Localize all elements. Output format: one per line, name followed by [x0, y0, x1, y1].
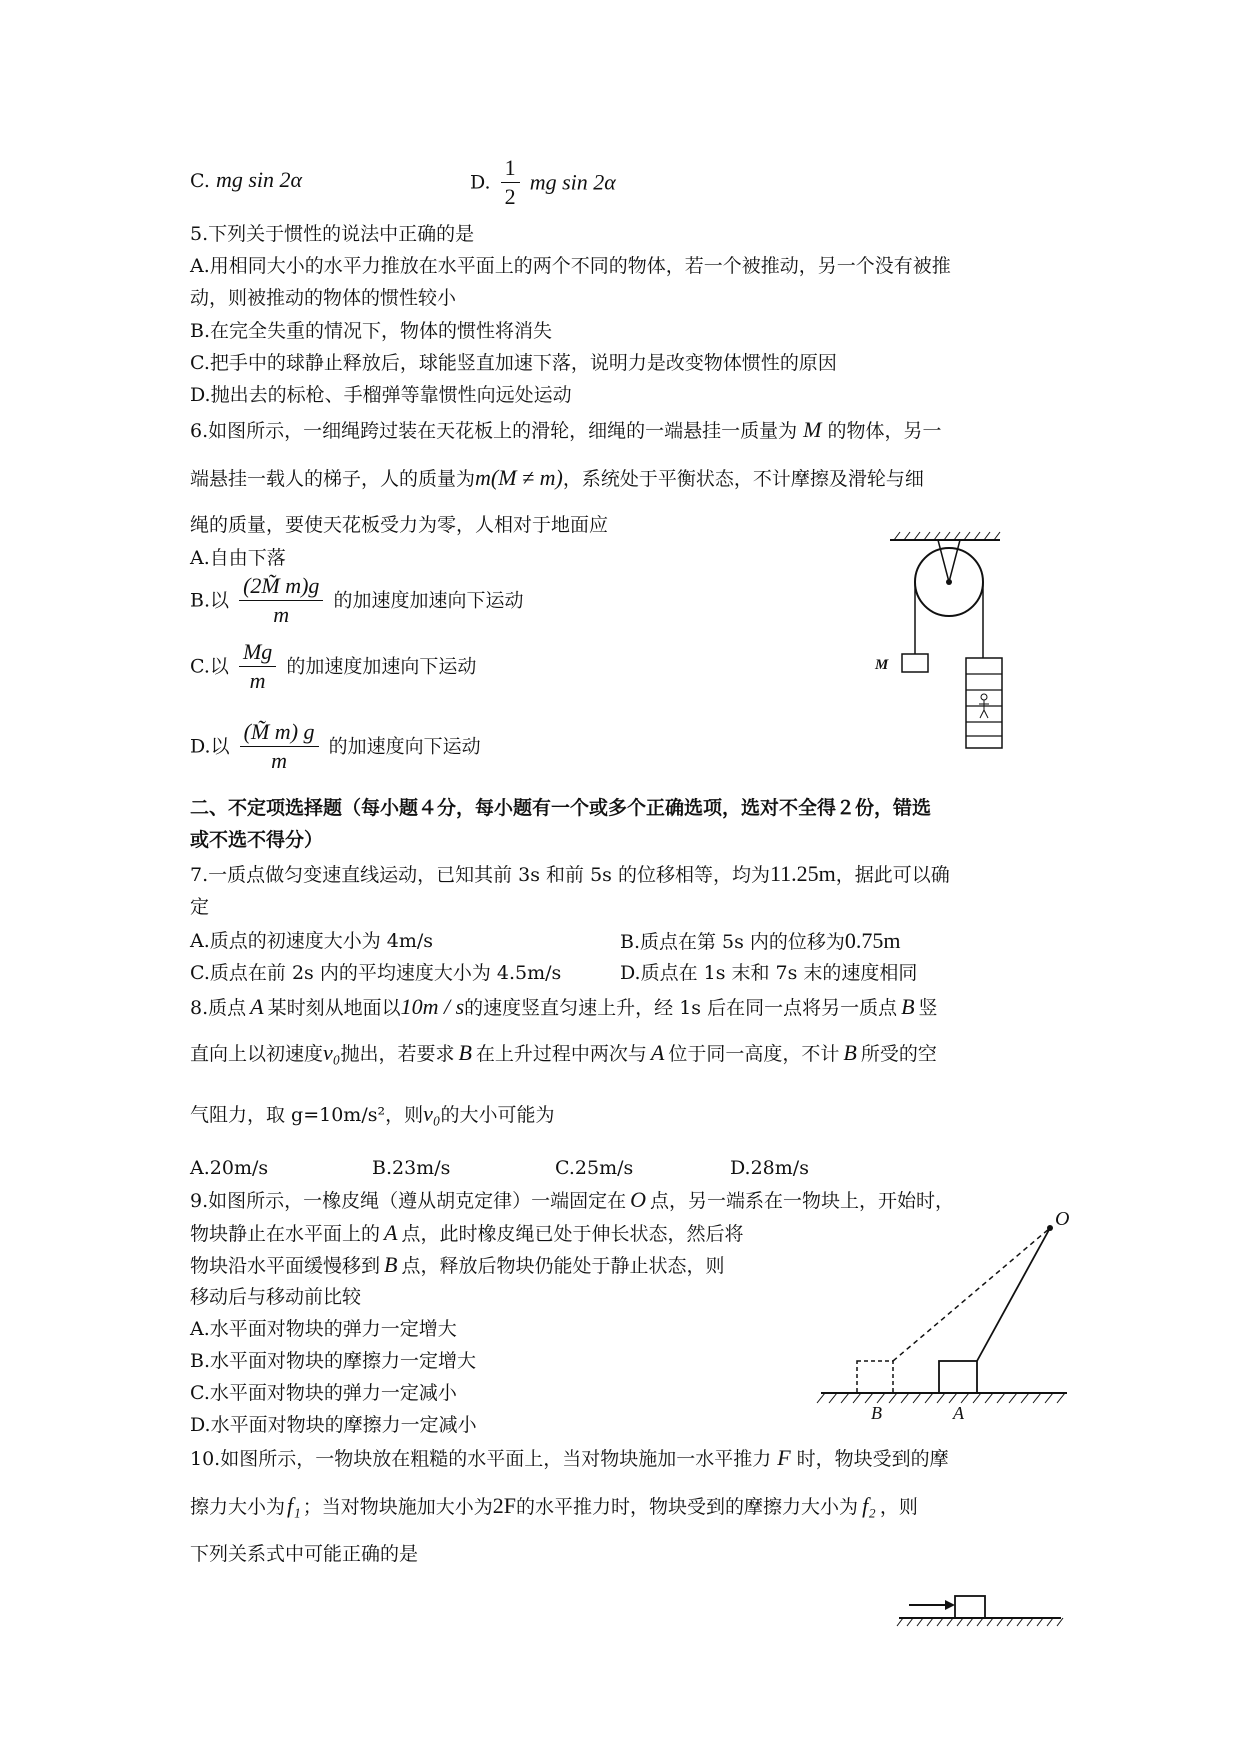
- q10-stem-line1: [190, 1446, 949, 1471]
- q10-l1b: 时，物块受到的摩: [796, 1448, 949, 1470]
- q6-stem2a: 端悬挂一载人的梯子，人的质量为: [190, 468, 476, 490]
- q6-option-b: [190, 572, 524, 629]
- q6-d-pre: D.以: [190, 735, 230, 758]
- q6-b-pre: B.以: [190, 589, 230, 612]
- q10-l2d: ，则: [879, 1496, 918, 1518]
- q9-l2b: 点，此时橡皮绳已处于伸长状态，然后将: [401, 1223, 744, 1245]
- q7-option-b: [620, 929, 901, 954]
- q7-b-pre: B.质点在第 5s 内的位移为: [620, 931, 845, 953]
- q4-d-fraction: [501, 154, 520, 211]
- q9-l3a: 物块沿水平面缓慢移到: [190, 1255, 381, 1277]
- q6-c-pre: C.以: [190, 655, 229, 678]
- q7-stem: [190, 862, 950, 887]
- q10-l2a: 擦力大小为: [190, 1496, 286, 1518]
- q9-l1b: 点，另一端系在一物块上，开始时，: [650, 1190, 955, 1212]
- q10-l1a: 10.如图所示，一物块放在粗糙的水平面上，当对物块施加一水平推力: [190, 1448, 772, 1470]
- q4-d-frac-den: 2: [504, 184, 516, 209]
- section2-heading: 二、不定项选择题（每小题４分，每小题有一个或多个正确选项，选对不全得２份，错选: [190, 797, 932, 819]
- q8-stem-line1: [190, 995, 938, 1020]
- q5-option-d: D.抛出去的标枪、手榴弹等靠惯性向远处运动: [190, 384, 572, 406]
- q6-option-c: [190, 638, 476, 695]
- q6-d-num: (M̃ m) g: [240, 718, 319, 747]
- q6-d-fraction: [240, 718, 319, 775]
- q8-l2-v0: v₀: [323, 1040, 341, 1065]
- q6-stem-line1: [190, 418, 941, 443]
- q6-stem-line3: 绳的质量，要使天花板受力为零，人相对于地面应: [190, 514, 609, 536]
- q9-l3b: 点，释放后物块仍能处于静止状态，则: [401, 1255, 725, 1277]
- q8-l1d: 竖: [918, 997, 938, 1019]
- q7-option-d: D.质点在 1s 末和 7s 末的速度相同: [620, 962, 918, 984]
- q9-l2-A: A: [384, 1220, 398, 1245]
- q8-l3a: 气阻力，取 g=10m/s²，则: [190, 1104, 424, 1126]
- q9-l1-O: O: [630, 1187, 647, 1212]
- q9-option-c: C.水平面对物块的弹力一定减小: [190, 1382, 457, 1404]
- q9-l1a: 9.如图所示，一橡皮绳（遵从胡克定律）一端固定在: [190, 1190, 627, 1212]
- section2-heading-cont: 或不选不得分）: [190, 829, 324, 851]
- q6-stem1a: 6.如图所示，一细绳跨过装在天花板上的滑轮，细绳的一端悬挂一质量为: [190, 420, 798, 442]
- q10-stem-line3: 下列关系式中可能正确的是: [190, 1543, 419, 1565]
- q10-l2-f2: f₂: [862, 1493, 876, 1518]
- q6-option-a: A.自由下落: [190, 547, 286, 569]
- q5-stem: 5.下列关于惯性的说法中正确的是: [190, 223, 475, 245]
- q9-option-b: B.水平面对物块的摩擦力一定增大: [190, 1350, 477, 1372]
- q10-l2-f1: f₁: [287, 1493, 301, 1518]
- q6-c-post: 的加速度加速向下运动: [286, 655, 477, 678]
- q8-option-a: A.20m/s: [190, 1157, 269, 1179]
- q8-stem-line2: [190, 1041, 937, 1066]
- q8-option-d: D.28m/s: [730, 1157, 809, 1179]
- q6-stem1b: 的物体，另一: [827, 420, 942, 442]
- q8-l2e: 所受的空: [860, 1043, 937, 1065]
- q8-l2-B: B: [458, 1040, 472, 1065]
- q8-l2d: 位于同一高度，不计: [668, 1043, 840, 1065]
- q7-stem1a: 7.一质点做匀变速直线运动，已知其前 3s 和前 5s 的位移相等，均为: [190, 864, 770, 886]
- q6-stem2-m: m(M ≠ m): [475, 465, 563, 490]
- q6-stem-line2: [190, 466, 924, 491]
- q9-l3-B: B: [384, 1252, 398, 1277]
- block-push-figure: [895, 1588, 1065, 1632]
- q6-b-den: m: [273, 602, 290, 627]
- q5-option-c: C.把手中的球静止释放后，球能竖直加速下落，说明力是改变物体惯性的原因: [190, 352, 837, 374]
- q4-option-d: [470, 154, 616, 211]
- q5-option-a-cont: 动，则被推动的物体的惯性较小: [190, 287, 457, 309]
- pulley-figure: [870, 530, 1010, 760]
- q8-l3b: 的大小可能为: [440, 1104, 555, 1126]
- q7-option-c: C.质点在前 2s 内的平均速度大小为 4.5m/s: [190, 962, 562, 984]
- q8-l1-A: A: [250, 994, 264, 1019]
- q6-b-fraction: [239, 572, 323, 629]
- point-O-label: O: [1055, 1208, 1070, 1230]
- q9-stem-line2: [190, 1221, 743, 1246]
- q7-stem1-val: 11.25m: [769, 861, 836, 886]
- q8-l3-v0: v₀: [423, 1101, 441, 1126]
- q4-option-c: [190, 168, 302, 193]
- q5-option-a: A.用相同大小的水平力推放在水平面上的两个不同的物体，若一个被推动，另一个没有被推: [190, 255, 951, 277]
- q8-l2c: 在上升过程中两次与: [475, 1043, 647, 1065]
- q8-l2b: 抛出，若要求: [340, 1043, 455, 1065]
- q4-c-label: C.: [190, 170, 210, 192]
- q10-l2c: 的水平推力时，物块受到的摩擦力大小为: [516, 1496, 859, 1518]
- q4-d-expr: mg sin 2α: [529, 169, 616, 195]
- q8-option-c: C.25m/s: [555, 1157, 634, 1179]
- q8-l1a: 8.质点: [190, 997, 247, 1019]
- q7-stem-cont: 定: [190, 896, 210, 918]
- q6-stem2b: ，系统处于平衡状态，不计摩擦及滑轮与细: [562, 468, 924, 490]
- q8-l2-A: A: [650, 1040, 665, 1065]
- q8-l1c: 的速度竖直匀速上升，经 1s 后在同一点将另一质点: [464, 997, 898, 1019]
- q6-c-num: Mg: [239, 638, 276, 667]
- q8-l1-v: 10m / s: [400, 994, 465, 1019]
- q10-stem-line2: [190, 1494, 918, 1519]
- q6-d-post: 的加速度向下运动: [328, 735, 481, 758]
- q6-d-den: m: [271, 748, 288, 773]
- q8-l1-B: B: [901, 994, 915, 1019]
- q10-l1-F: F: [777, 1445, 791, 1470]
- q9-stem-line4: 移动后与移动前比较: [190, 1286, 362, 1308]
- point-B-label: B: [871, 1403, 882, 1423]
- q7-b-val: 0.75m: [844, 928, 901, 953]
- q4-d-frac-num: 1: [501, 154, 520, 183]
- q6-c-fraction: [239, 638, 276, 695]
- point-A-label: A: [953, 1403, 964, 1423]
- q6-option-d: [190, 718, 481, 775]
- q8-l2a: 直向上以初速度: [190, 1043, 324, 1065]
- q8-l1b: 某时刻从地面以: [267, 997, 401, 1019]
- q8-stem-line3: [190, 1102, 555, 1127]
- q8-option-b: B.23m/s: [372, 1157, 451, 1179]
- q9-stem-line3: [190, 1253, 724, 1278]
- q6-b-num: (2M̃ m)g: [239, 572, 323, 601]
- q6-stem1-M: M: [803, 417, 822, 442]
- q7-stem1b: ，据此可以确: [835, 864, 950, 886]
- q10-l2-2F: 2F: [492, 1493, 517, 1518]
- q9-l2a: 物块静止在水平面上的: [190, 1223, 381, 1245]
- q9-option-d: D.水平面对物块的摩擦力一定减小: [190, 1414, 477, 1436]
- q6-b-post: 的加速度加速向下运动: [333, 589, 524, 612]
- q4-c-expr: mg sin 2α: [215, 167, 303, 192]
- q7-option-a: A.质点的初速度大小为 4m/s: [190, 930, 434, 952]
- q4-d-label: D.: [470, 171, 491, 194]
- q8-l2-B2: B: [843, 1040, 857, 1065]
- pulley-mass-label: M: [875, 657, 889, 673]
- rubber-band-figure: [815, 1205, 1075, 1425]
- q5-option-b: B.在完全失重的情况下，物体的惯性将消失: [190, 320, 553, 342]
- q6-c-den: m: [249, 668, 266, 693]
- q9-option-a: A.水平面对物块的弹力一定增大: [190, 1318, 457, 1340]
- q10-l2b: ；当对物块施加大小为: [302, 1496, 493, 1518]
